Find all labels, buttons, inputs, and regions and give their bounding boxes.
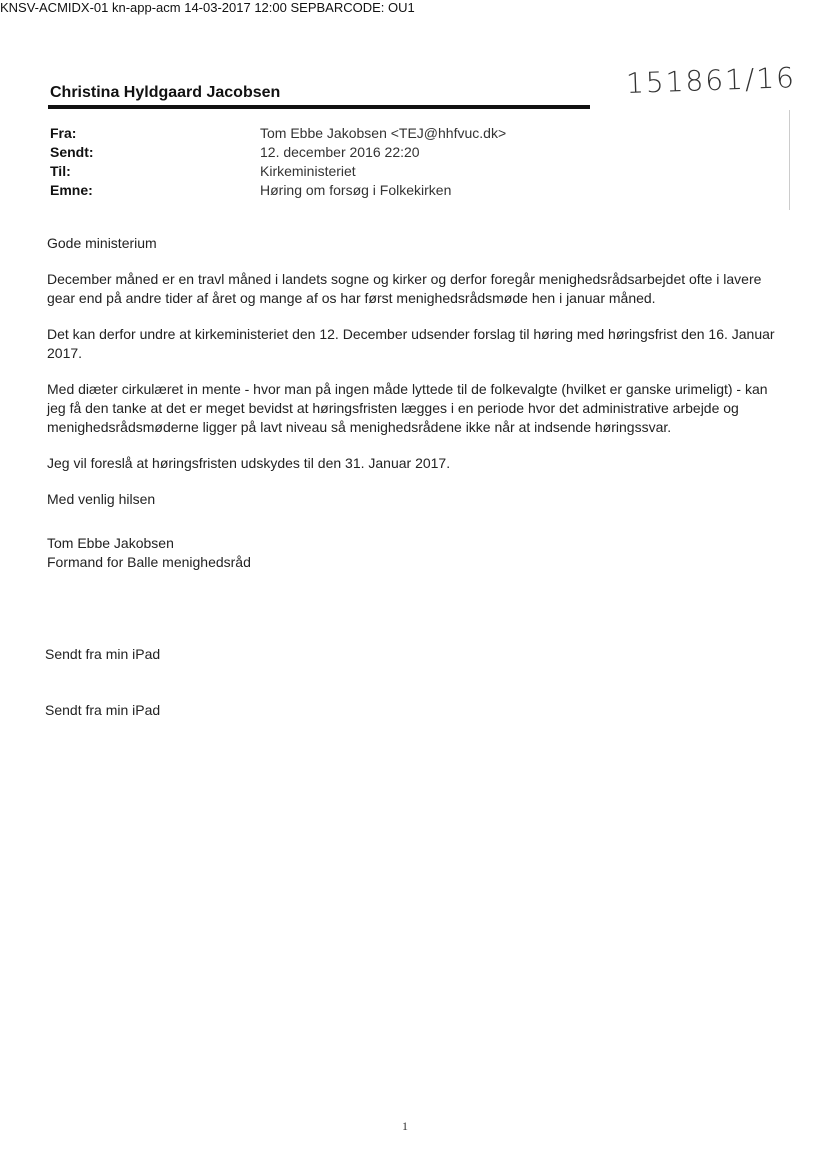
mailbox-owner-name: Christina Hyldgaard Jacobsen bbox=[50, 84, 281, 101]
sent-label: Sendt: bbox=[50, 144, 94, 160]
body-paragraph-1: December måned er en travl måned i landets sogne og kirker og derfor foregår menighedsrådsarbejdet ofte i lavere gear end på andre tider af året og mange af os har først menighedsrådsmøde hen i januar måned. bbox=[47, 271, 762, 306]
subject-row bbox=[50, 181, 506, 200]
body-paragraph-3: Med diæter cirkulæret in mente - hvor man på ingen måde lyttede til de folkevalgte (hvilket er ganske urimeligt) - kan jeg få den tanke at det er meget bevidst at høringsfristen lægges i en periode hvor det administrative arbejde og menighedsrådsmøderne ligger på lavt niveau så menighedsrådene ikke når at indsende høringssvar. bbox=[47, 381, 768, 435]
closing: Med venlig hilsen bbox=[47, 491, 156, 507]
handwritten-case-number: 151861/16 bbox=[625, 61, 797, 100]
subject-value: Høring om forsøg i Folkekirken bbox=[260, 182, 452, 198]
sent-value: 12. december 2016 22:20 bbox=[260, 144, 420, 160]
body-paragraph-4: Jeg vil foreslå at høringsfristen udskydes til den 31. Januar 2017. bbox=[47, 455, 451, 471]
email-body bbox=[47, 234, 787, 526]
email-header bbox=[50, 124, 506, 200]
sent-row bbox=[50, 143, 506, 162]
sent-from-device-1: Sendt fra min iPad bbox=[45, 646, 161, 662]
signature-name: Tom Ebbe Jakobsen bbox=[47, 535, 174, 551]
body-paragraph-2: Det kan derfor undre at kirkeministeriet den 12. December udsender forslag til høring med høringsfrist den 16. Januar 2017. bbox=[47, 326, 775, 361]
to-value: Kirkeministeriet bbox=[260, 163, 356, 179]
to-row bbox=[50, 162, 506, 181]
from-value: Tom Ebbe Jakobsen <TEJ@hhfvuc.dk> bbox=[260, 125, 507, 141]
sent-from-device-2: Sendt fra min iPad bbox=[45, 702, 161, 718]
greeting: Gode ministerium bbox=[47, 235, 157, 251]
from-row bbox=[50, 124, 506, 143]
subject-label: Emne: bbox=[50, 182, 93, 198]
scan-header: KNSV-ACMIDX-01 kn-app-acm 14-03-2017 12:00 SEPBARCODE: OU1 bbox=[0, 0, 415, 15]
page-number: 1 bbox=[402, 1119, 408, 1133]
header-divider bbox=[48, 105, 590, 109]
signature bbox=[47, 534, 251, 572]
signature-title: Formand for Balle menighedsråd bbox=[47, 554, 251, 570]
from-label: Fra: bbox=[50, 125, 77, 141]
to-label: Til: bbox=[50, 163, 71, 179]
margin-line bbox=[789, 110, 790, 210]
